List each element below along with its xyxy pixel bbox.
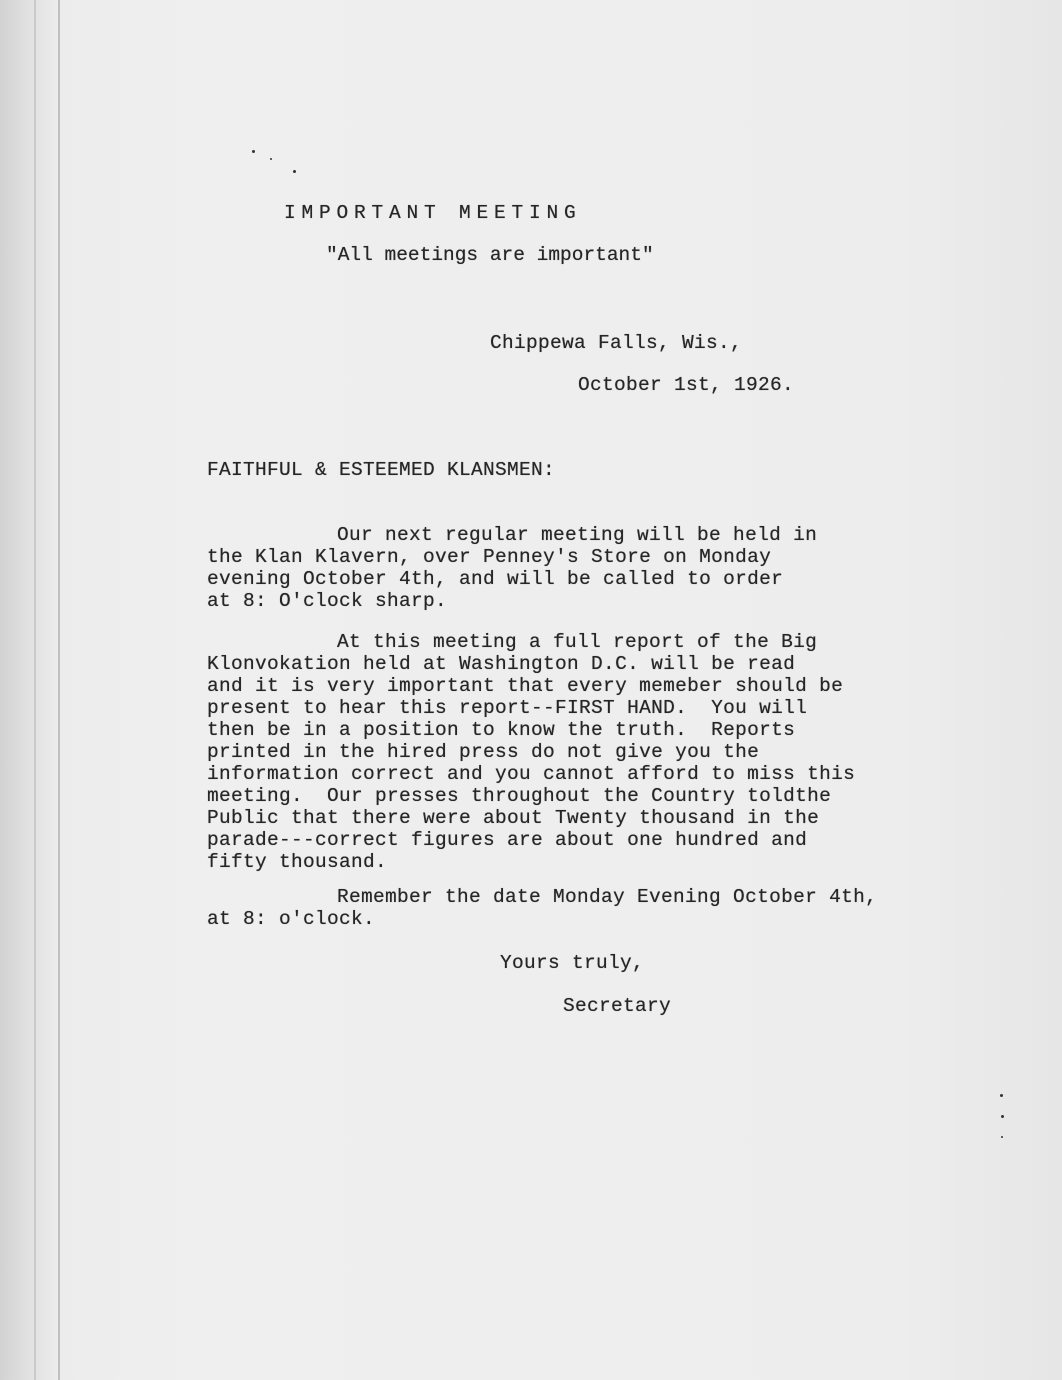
letter-paragraph-2 bbox=[207, 631, 855, 873]
paper-fold-line bbox=[58, 0, 60, 1380]
ink-speck bbox=[1000, 1094, 1003, 1097]
letter-paragraph-1 bbox=[207, 524, 817, 612]
paragraph-2-line: present to hear this report--FIRST HAND. You will bbox=[207, 697, 808, 719]
paragraph-1-line: the Klan Klavern, over Penney's Store on Monday bbox=[207, 546, 772, 568]
paragraph-2-line: printed in the hired press do not give you the bbox=[207, 741, 760, 763]
paragraph-2-line: and it is very important that every memeber should be bbox=[207, 675, 844, 697]
paper-left-edge-shadow bbox=[0, 0, 60, 1380]
paragraph-2-line: Klonvokation held at Washington D.C. will be read bbox=[207, 653, 796, 675]
paragraph-2-line: then be in a position to know the truth. Reports bbox=[207, 719, 796, 741]
ink-speck bbox=[1001, 1115, 1004, 1118]
letter-date: October 1st, 1926. bbox=[578, 374, 795, 396]
paragraph-3-line: Remember the date Monday Evening October 4th, bbox=[337, 886, 878, 908]
ink-speck bbox=[270, 158, 272, 160]
letter-signature: Secretary bbox=[563, 995, 672, 1017]
paper-fold-line-secondary bbox=[34, 0, 36, 1380]
letter-salutation: FAITHFUL & ESTEEMED KLANSMEN: bbox=[207, 459, 556, 481]
paragraph-2-line: Public that there were about Twenty thousand in the bbox=[207, 807, 820, 829]
ink-speck bbox=[1001, 1136, 1003, 1138]
letter-place: Chippewa Falls, Wis., bbox=[490, 332, 743, 354]
paragraph-1-line: Our next regular meeting will be held in bbox=[337, 524, 818, 546]
paragraph-2-line: fifty thousand. bbox=[207, 851, 388, 873]
paragraph-1-line: evening October 4th, and will be called to order bbox=[207, 568, 784, 590]
letter-heading: IMPORTANT MEETING bbox=[284, 202, 582, 224]
paragraph-2-line: meeting. Our presses throughout the Country toldthe bbox=[207, 785, 832, 807]
paragraph-2-line: parade---correct figures are about one hundred and bbox=[207, 829, 808, 851]
paragraph-3-line: at 8: o'clock. bbox=[207, 908, 376, 930]
letter-paragraph-3 bbox=[207, 886, 877, 930]
paragraph-1-line: at 8: O'clock sharp. bbox=[207, 590, 448, 612]
paragraph-2-line: information correct and you cannot afford to miss this bbox=[207, 763, 856, 785]
paragraph-2-line: At this meeting a full report of the Big bbox=[337, 631, 818, 653]
ink-speck bbox=[293, 170, 296, 173]
letter-subheading: "All meetings are important" bbox=[326, 244, 654, 266]
letter-closing: Yours truly, bbox=[500, 952, 645, 974]
ink-speck bbox=[252, 150, 255, 153]
